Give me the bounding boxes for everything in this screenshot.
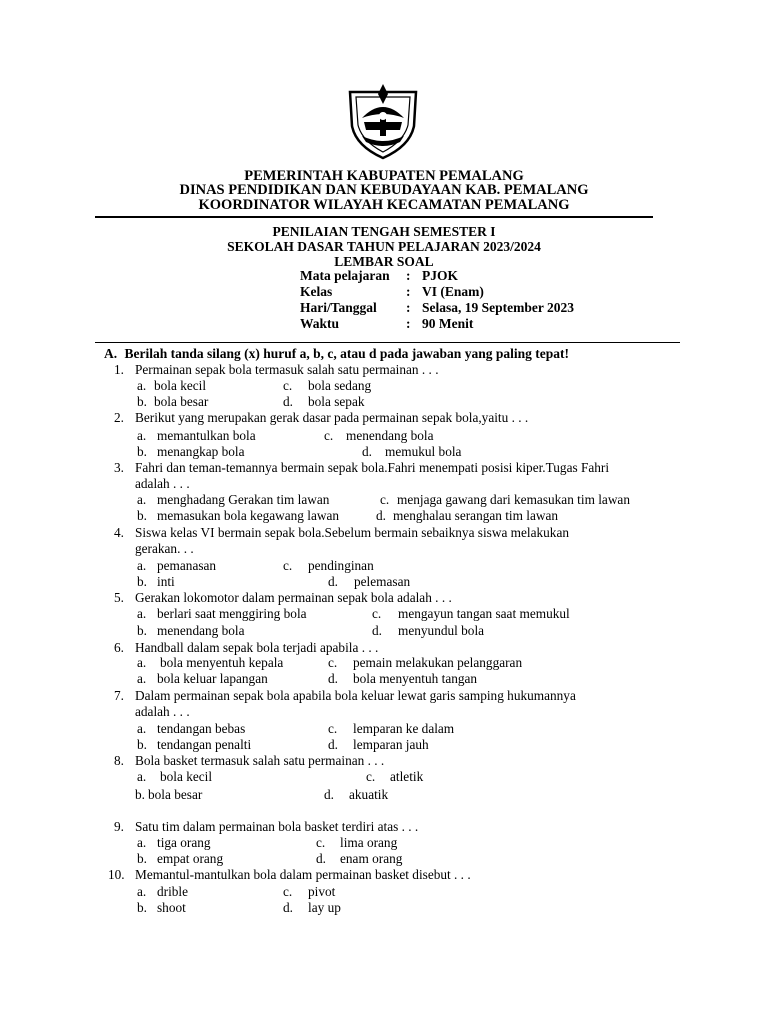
info-value: 90 Menit (422, 316, 474, 331)
option-text: menyundul bola (398, 623, 485, 638)
option-text: pelemasan (354, 574, 411, 589)
option-label: d. (283, 900, 293, 915)
option-text: memasukan bola kegawang lawan (157, 508, 340, 523)
question-text: Bola basket termasuk salah satu permainan . . . (135, 753, 385, 768)
option-label: d. (376, 508, 386, 523)
info-colon: : (406, 300, 411, 315)
option-text: bola kecil (160, 769, 213, 784)
option-label: c. (380, 492, 390, 507)
option-label: b. (137, 900, 147, 915)
option-text: lemparan ke dalam (353, 721, 455, 736)
option-label: a. (137, 655, 147, 670)
option-label: a. (137, 671, 147, 686)
question-text: adalah . . . (135, 704, 190, 719)
option-label: b. (135, 787, 145, 802)
question-number: 9. (114, 819, 124, 834)
option-text: lemparan jauh (353, 737, 429, 752)
info-colon: : (406, 284, 411, 299)
option-text: bola menyentuh kepala (160, 655, 284, 670)
info-value: PJOK (422, 268, 458, 283)
info-colon: : (406, 316, 411, 331)
question-text: gerakan. . . (135, 541, 194, 556)
info-value: Selasa, 19 September 2023 (422, 300, 574, 315)
question-text: Siswa kelas VI bermain sepak bola.Sebelum bermain sebaiknya siswa melakukan (135, 525, 570, 540)
question-text: Berikut yang merupakan gerak dasar pada permainan sepak bola,yaitu . . . (135, 410, 529, 425)
option-label: a. (137, 428, 147, 443)
info-key: Waktu (300, 316, 340, 331)
option-label: b. (137, 394, 147, 409)
option-text: pivot (308, 884, 336, 899)
option-label: d. (328, 737, 338, 752)
option-text: menjaga gawang dari kemasukan tim lawan (397, 492, 630, 507)
option-text: tendangan bebas (157, 721, 246, 736)
question-text: Handball dalam sepak bola terjadi apabila . . . (135, 640, 379, 655)
option-text: mengayun tangan saat memukul (398, 606, 570, 621)
option-text: menendang bola (346, 428, 434, 443)
option-text: pendinginan (308, 558, 374, 573)
kabupaten-pemalang-emblem (340, 80, 426, 160)
option-label: c. (372, 606, 382, 621)
option-label: c. (316, 835, 326, 850)
option-text: shoot (157, 900, 186, 915)
option-label: b. (137, 737, 147, 752)
option-label: c. (283, 884, 293, 899)
option-text: berlari saat menggiring bola (157, 606, 307, 621)
question-number: 7. (114, 688, 124, 703)
question-text: adalah . . . (135, 476, 190, 491)
option-text: bola menyentuh tangan (353, 671, 478, 686)
option-text: menghadang Gerakan tim lawan (157, 492, 330, 507)
option-text: tiga orang (157, 835, 211, 850)
option-text: bola sedang (308, 378, 372, 393)
question-text: Satu tim dalam permainan bola basket terdiri atas . . . (135, 819, 419, 834)
question-number: 6. (114, 640, 124, 655)
header-line-3: KOORDINATOR WILAYAH KECAMATAN PEMALANG (198, 197, 570, 213)
section-divider (95, 342, 680, 343)
option-label: d. (316, 851, 326, 866)
option-text: enam orang (340, 851, 403, 866)
info-key: Mata pelajaran (300, 268, 390, 283)
option-text: lima orang (340, 835, 398, 850)
option-label: c. (328, 655, 338, 670)
option-label: d. (328, 574, 338, 589)
option-text: bola sepak (308, 394, 365, 409)
option-text: atletik (390, 769, 424, 784)
option-text: empat orang (157, 851, 224, 866)
info-key: Hari/Tanggal (300, 300, 377, 315)
question-text: Permainan sepak bola termasuk salah satu permainan . . . (135, 362, 439, 377)
option-label: c. (366, 769, 376, 784)
option-label: d. (324, 787, 334, 802)
option-text: drible (157, 884, 189, 899)
option-label: a. (137, 378, 147, 393)
section-label: A. (104, 346, 118, 361)
option-text: bola besar (154, 394, 209, 409)
option-label: a. (137, 721, 147, 736)
option-label: a. (137, 558, 147, 573)
info-colon: : (406, 268, 411, 283)
option-text: pemain melakukan pelanggaran (353, 655, 523, 670)
question-number: 3. (114, 460, 124, 475)
question-text: Dalam permainan sepak bola apabila bola keluar lewat garis samping hukumannya (135, 688, 576, 703)
info-value: VI (Enam) (422, 284, 484, 299)
option-label: c. (283, 378, 293, 393)
exam-title: PENILAIAN TENGAH SEMESTER I (272, 224, 496, 239)
option-text: menendang bola (157, 623, 245, 638)
option-text: lay up (308, 900, 341, 915)
question-number: 5. (114, 590, 124, 605)
option-label: c. (324, 428, 334, 443)
option-text: akuatik (349, 787, 389, 802)
header-divider (95, 216, 653, 218)
question-text: Gerakan lokomotor dalam permainan sepak bola adalah . . . (135, 590, 452, 605)
header-line-1: PEMERINTAH KABUPATEN PEMALANG (244, 168, 524, 184)
option-label: b. (137, 623, 147, 638)
question-text: Fahri dan teman-temannya bermain sepak bola.Fahri menempati posisi kiper.Tugas Fahri (135, 460, 610, 475)
question-number: 4. (114, 525, 124, 540)
option-text: tendangan penalti (157, 737, 252, 752)
option-label: d. (328, 671, 338, 686)
option-label: d. (362, 444, 372, 459)
option-text: bola keluar lapangan (157, 671, 268, 686)
option-label: b. (137, 574, 147, 589)
question-number: 2. (114, 410, 124, 425)
option-text: bola besar (148, 787, 203, 802)
exam-school-year: SEKOLAH DASAR TAHUN PELAJARAN 2023/2024 (227, 239, 541, 254)
option-label: c. (283, 558, 293, 573)
question-number: 10. (108, 867, 125, 882)
question-number: 1. (114, 362, 124, 377)
option-label: d. (372, 623, 382, 638)
option-label: b. (137, 508, 147, 523)
question-number: 8. (114, 753, 124, 768)
header-line-2: DINAS PENDIDIKAN DAN KEBUDAYAAN KAB. PEMALANG (179, 182, 589, 198)
option-label: a. (137, 835, 147, 850)
option-label: a. (137, 884, 147, 899)
option-label: c. (328, 721, 338, 736)
option-text: inti (157, 574, 175, 589)
option-text: pemanasan (157, 558, 217, 573)
option-text: bola kecil (154, 378, 207, 393)
option-label: a. (137, 606, 147, 621)
question-text: Memantul-mantulkan bola dalam permainan basket disebut . . . (135, 867, 471, 882)
option-text: memukul bola (385, 444, 462, 459)
option-label: b. (137, 851, 147, 866)
section-instruction-text: Berilah tanda silang (x) huruf a, b, c, atau d pada jawaban yang paling tepat! (124, 346, 569, 361)
option-label: a. (137, 769, 147, 784)
option-text: menangkap bola (157, 444, 245, 459)
option-label: d. (283, 394, 293, 409)
section-instruction (104, 346, 569, 362)
option-label: b. (137, 444, 147, 459)
exam-sheet-label: LEMBAR SOAL (334, 254, 434, 269)
option-text: menghalau serangan tim lawan (393, 508, 559, 523)
option-label: a. (137, 492, 147, 507)
option-text: memantulkan bola (157, 428, 256, 443)
info-key: Kelas (300, 284, 333, 299)
